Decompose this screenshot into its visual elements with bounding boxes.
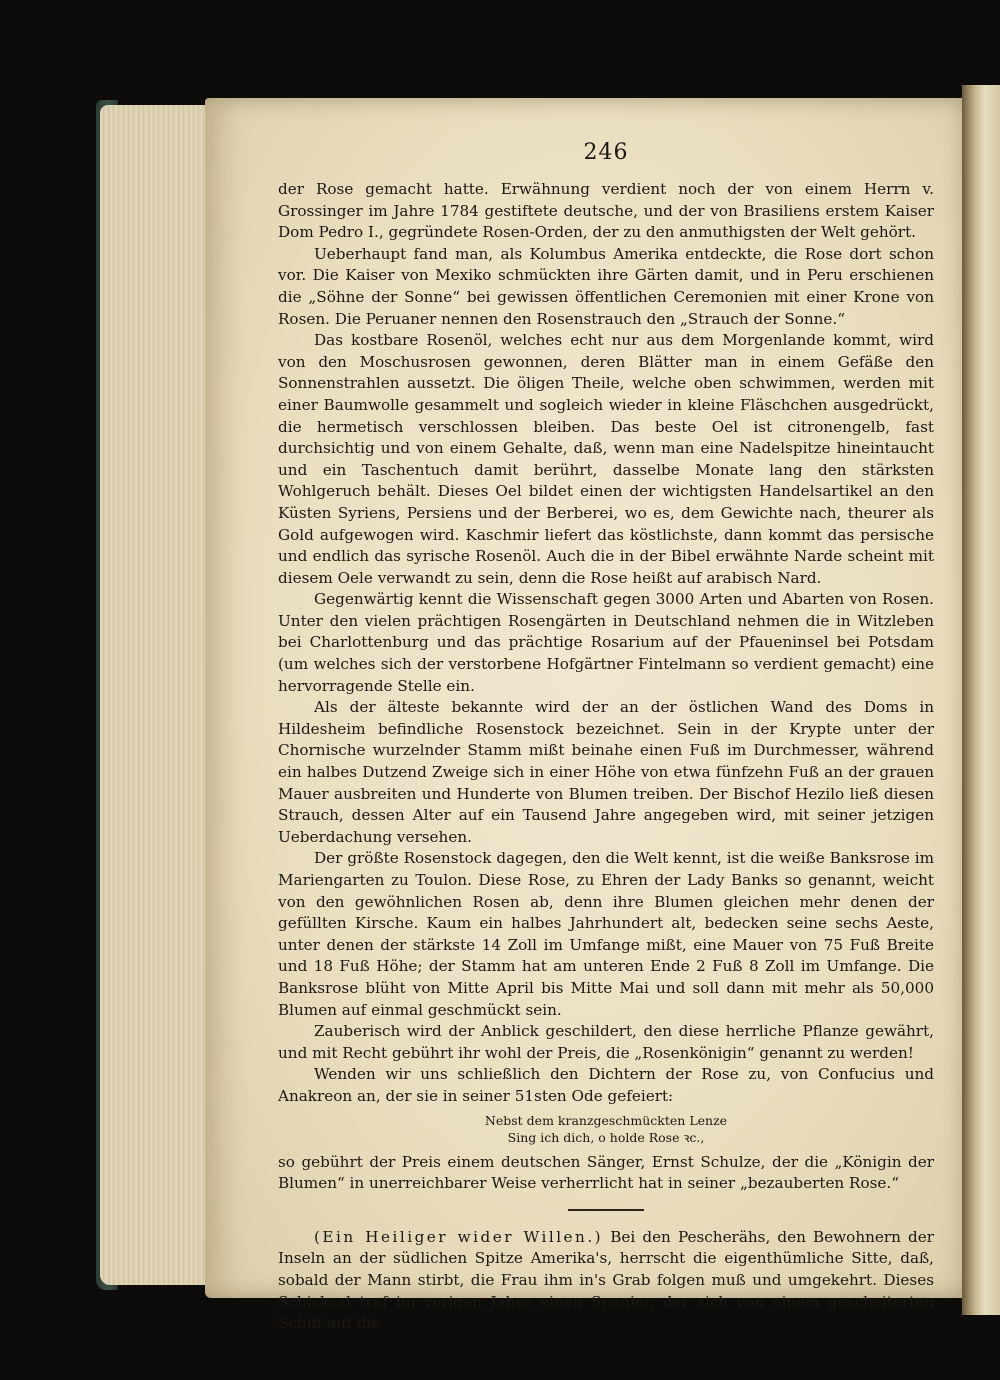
section-paragraph — [278, 1227, 934, 1335]
paragraph: Der größte Rosenstock dagegen, den die Welt kennt, ist die weiße Banksrose im Mariengarten zu Toulon. Diese Rose, zu Ehren der Lady Banks so genannt, weicht von den gewöhnlichen Rosen ab, denn ihre Blumen gleichen mehr denen der gefüllten Kirsche. Kaum ein halbes Jahrhundert alt, bedecken seine sechs Aeste, unter denen der stärkste 14 Zoll im Umfange mißt, eine Mauer von 75 Fuß Breite und 18 Fuß Höhe; der Stamm hat am unteren Ende 2 Fuß 8 Zoll im Umfange. Die Banksrose blüht von Mitte April bis Mitte Mai und soll dann mit mehr als 50,000 Blumen auf einmal geschmückt sein. — [278, 849, 934, 1019]
page-text — [278, 140, 934, 1335]
paragraph: Wenden wir uns schließlich den Dichtern der Rose zu, von Confucius und Anakreon an, der sie in seiner 51sten Ode gefeiert: — [278, 1065, 934, 1105]
paragraph: Ueberhaupt fand man, als Kolumbus Amerika entdeckte, die Rose dort schon vor. Die Kaiser von Mexiko schmückten ihre Gärten damit, und in Peru erschienen die „Söhne der Sonne“ bei gewissen öffentlichen Ceremonien mit einer Krone von Rosen. Die Peruaner nennen den Rosenstrauch den „Strauch der Sonne.“ — [278, 244, 934, 328]
section-title: (Ein Heiliger wider Willen.) — [314, 1227, 604, 1246]
poem-quote — [278, 1112, 934, 1146]
page-number: 246 — [583, 140, 629, 165]
poem-line: Sing ich dich, o holde Rose ꝛc., — [507, 1129, 705, 1145]
facing-page-edge — [962, 85, 1000, 1315]
closing-paragraph: so gebührt der Preis einem deutschen Sänger, Ernst Schulze, der die „Königin der Blumen“ in unerreichbarer Weise verherrlicht hat in seiner „bezauberten Rose.“ — [278, 1152, 934, 1193]
section-text: Bei den Pescherähs, den Bewohnern der Inseln an der südlichen Spitze Amerika's, herrscht die eigenthümliche Sitte, daß, sobald der Mann stirbt, die Frau ihm in's Grab folgen muß und umgekehrt. Dieses Schicksal traf im vorigen Jahre einen Spanier, der sich von einem gescheiterten Schiff auf die — [278, 1227, 935, 1333]
poem-line: Nebst dem kranzgeschmückten Lenze — [484, 1112, 728, 1128]
section-divider — [568, 1209, 644, 1211]
paragraph: Das kostbare Rosenöl, welches echt nur aus dem Morgenlande kommt, wird von den Moschusrosen gewonnen, deren Blätter man in einem Gefäße den Sonnenstrahlen aussetzt. Die öligen Theile, welche oben schwimmen, werden mit einer Baumwolle gesammelt und sogleich wieder in kleine Fläschchen ausgedrückt, die hermetisch verschlossen bleiben. Das beste Oel ist citronengelb, fast durchsichtig und von einem Gehalte, daß, wenn man eine Nadelspitze hineintaucht und ein Taschentuch damit berührt, dasselbe Monate lang den stärksten Wohlgeruch behält. Dieses Oel bildet einen der wichtigsten Handelsartikel an den Küsten Syriens, Persiens und der Berberei, wo es, dem Gewichte nach, theurer als Gold aufgewogen wird. Kaschmir liefert das köstlichste, dann kommt das persische und endlich das syrische Rosenöl. Auch die in der Bibel erwähnte Narde scheint mit diesem Oele verwandt zu sein, denn die Rose heißt auf arabisch Nard. — [278, 331, 934, 587]
paragraph: Gegenwärtig kennt die Wissenschaft gegen 3000 Arten und Abarten von Rosen. Unter den vielen prächtigen Rosengärten in Deutschland nehmen die in Witzleben bei Charlottenburg und das prächtige Rosarium auf der Pfaueninsel bei Potsdam (um welches sich der verstorbene Hofgärtner Fintelmann so verdient gemacht) eine hervorragende Stelle ein. — [278, 590, 934, 695]
paragraph: Als der älteste bekannte wird der an der östlichen Wand des Doms in Hildesheim befindliche Rosenstock bezeichnet. Sein in der Krypte unter der Chornische wurzelnder Stamm mißt beinahe einen Fuß im Durchmesser, während ein halbes Dutzend Zweige sich in einer Höhe von etwa fünfzehn Fuß an der grauen Mauer ausbreiten und Hunderte von Blumen treiben. Der Bischof Hezilo ließ diesen Strauch, dessen Alter auf ein Tausend Jahre angegeben wird, mit seiner jetzigen Ueberdachung versehen. — [278, 698, 934, 846]
paragraph: Zauberisch wird der Anblick geschildert, den diese herrliche Pflanze gewährt, und mit Recht gebührt ihr wohl der Preis, die „Rosenkönigin“ genannt zu werden! — [278, 1022, 934, 1062]
paragraph: der Rose gemacht hatte. Erwähnung verdient noch der von einem Herrn v. Grossinger im Jahre 1784 gestiftete deutsche, und der von Brasiliens erstem Kaiser Dom Pedro I., gegründete Rosen-Orden, der zu den anmuthigsten der Welt gehört. — [278, 180, 934, 242]
